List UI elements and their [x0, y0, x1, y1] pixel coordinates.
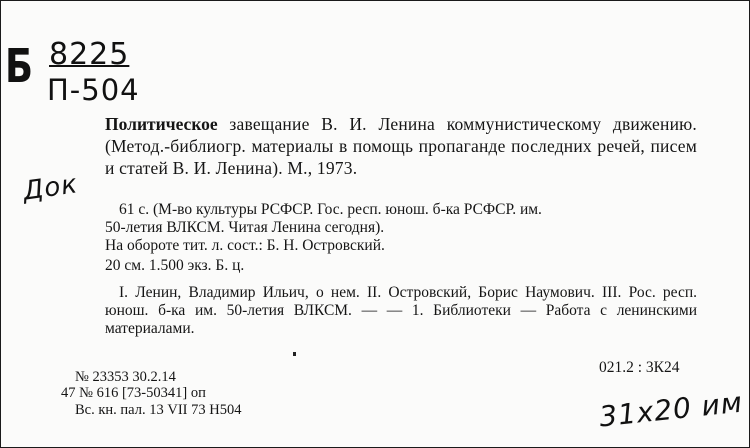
classification-code: 021.2 : 3К24 [599, 359, 680, 376]
shelf-mark-letter: Б [5, 39, 34, 93]
physical-description: 61 с. (М-во культуры РСФСР. Гос. респ. юнош. б-ка РСФСР. им. [119, 201, 542, 218]
imprint-line-1: № 23353 30.2.14 [75, 369, 176, 385]
handwritten-margin-note: Док [21, 169, 80, 207]
handwritten-dimensions-note: 31х20 им [597, 385, 745, 434]
subject-tracings: I. Ленин, Владимир Ильич, о нем. II. Островский, Борис Наумович. III. Рос. респ. юнош. б-ка им. 50-летия ВЛКСМ. — — 1. Библиотеки — Работа с ленинскими материалами. [105, 284, 697, 337]
series-note: 50-летия ВЛКСМ. Читая Ленина сегодня). [105, 219, 385, 236]
size-and-print-run: 20 см. 1.500 экз. Б. ц. [105, 257, 245, 274]
print-dot [293, 352, 296, 356]
entry-title: завещание В. И. Ленина коммунистическому движению. (Метод.-библиогр. материалы в помощь пропаганде последних речей, писем и статей В. И. Ленина). М., 1973. [105, 114, 697, 178]
bibliographic-entry [105, 113, 697, 179]
shelf-mark-cutter: П-504 [47, 73, 140, 107]
compiler-note: На обороте тит. л. сост.: Б. Н. Островский. [105, 237, 385, 254]
shelf-mark-number: 8225 [49, 37, 130, 72]
imprint-line-3: Вс. кн. пал. 13 VII 73 Н504 [75, 402, 242, 418]
entry-heading: Политическое [105, 114, 218, 134]
imprint-line-2: 47 № 616 [73-50341] оп [61, 385, 206, 401]
